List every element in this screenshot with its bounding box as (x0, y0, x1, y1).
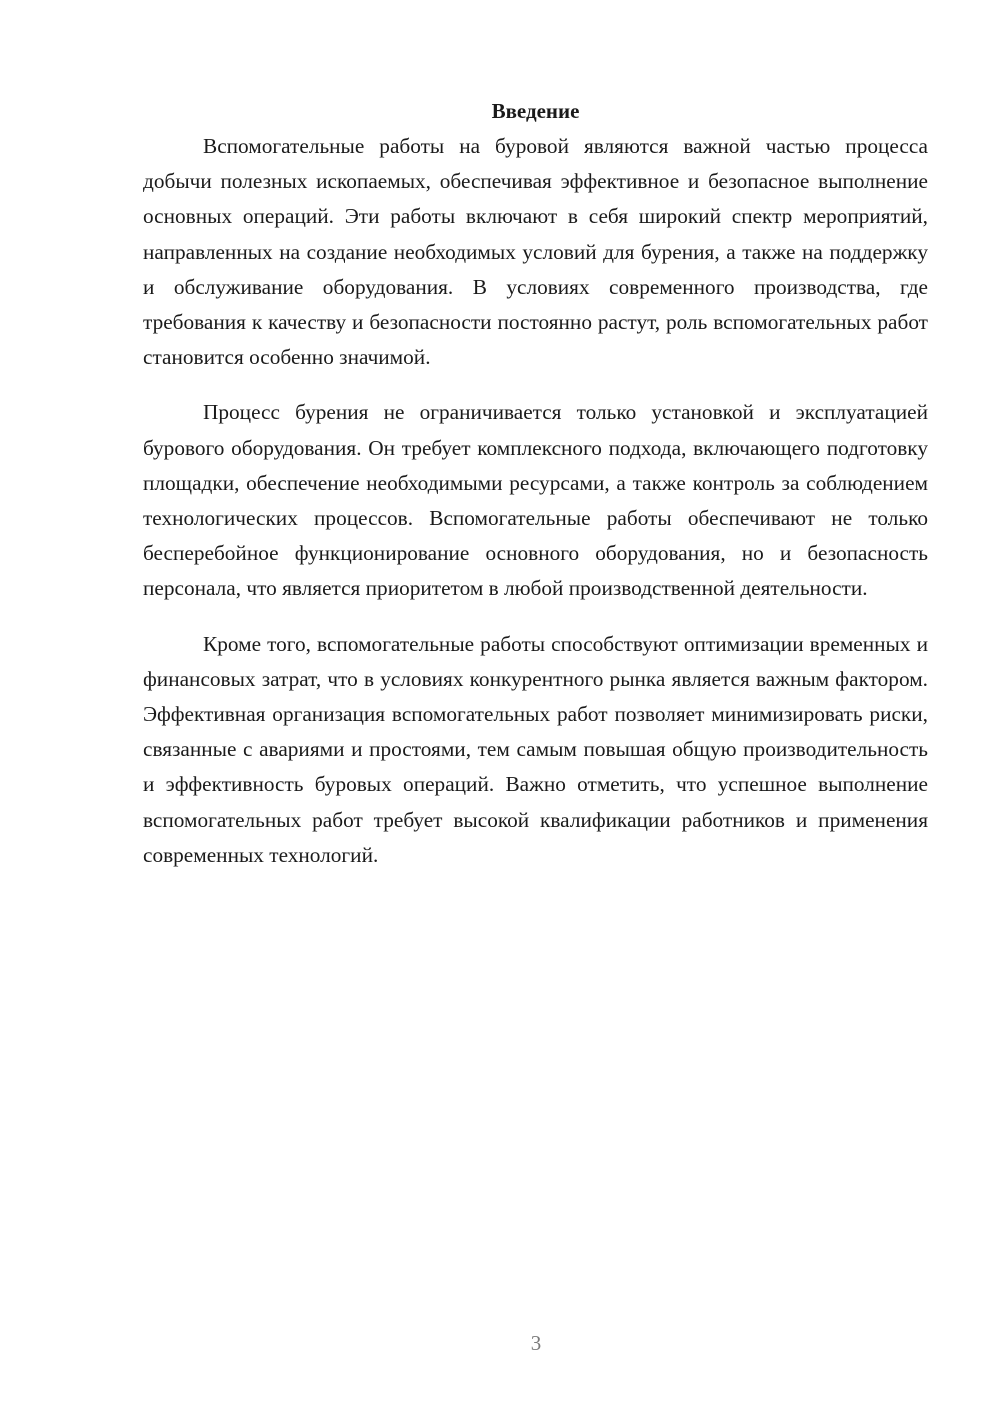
page-content (143, 94, 928, 873)
page-number: 3 (530, 1331, 542, 1355)
paragraph-1: Вспомогательные работы на буровой являются важной частью процесса добычи полезных ископаемых, обеспечивая эффективное и безопасное выполнение основных операций. Эти работы включают в себя широкий спектр мероприятий, направленных на создание необходимых условий для бурения, а также на поддержку и обслуживание оборудования. В условиях современного производства, где требования к качеству и безопасности постоянно растут, роль вспомогательных работ становится особенно значимой. (143, 134, 928, 370)
paragraph-3: Кроме того, вспомогательные работы способствуют оптимизации временных и финансовых затрат, что в условиях конкурентного рынка является важным фактором. Эффективная организация вспомогательных работ позволяет минимизировать риски, связанные с авариями и простоями, тем самым повышая общую производительность и эффективность буровых операций. Важно отметить, что успешное выполнение вспомогательных работ требует высокой квалификации работников и применения современных технологий. (143, 631, 928, 867)
section-heading: Введение (491, 99, 580, 123)
paragraph-2: Процесс бурения не ограничивается только установкой и эксплуатацией бурового оборудования. Он требует комплексного подхода, включающего подготовку площадки, обеспечение необходимыми ресурсами, а также контроль за соблюдением технологических процессов. Вспомогательные работы обеспечивают не только бесперебойное функционирование основного оборудования, но и безопасность персонала, что является приоритетом в любой производственной деятельности. (143, 400, 928, 601)
